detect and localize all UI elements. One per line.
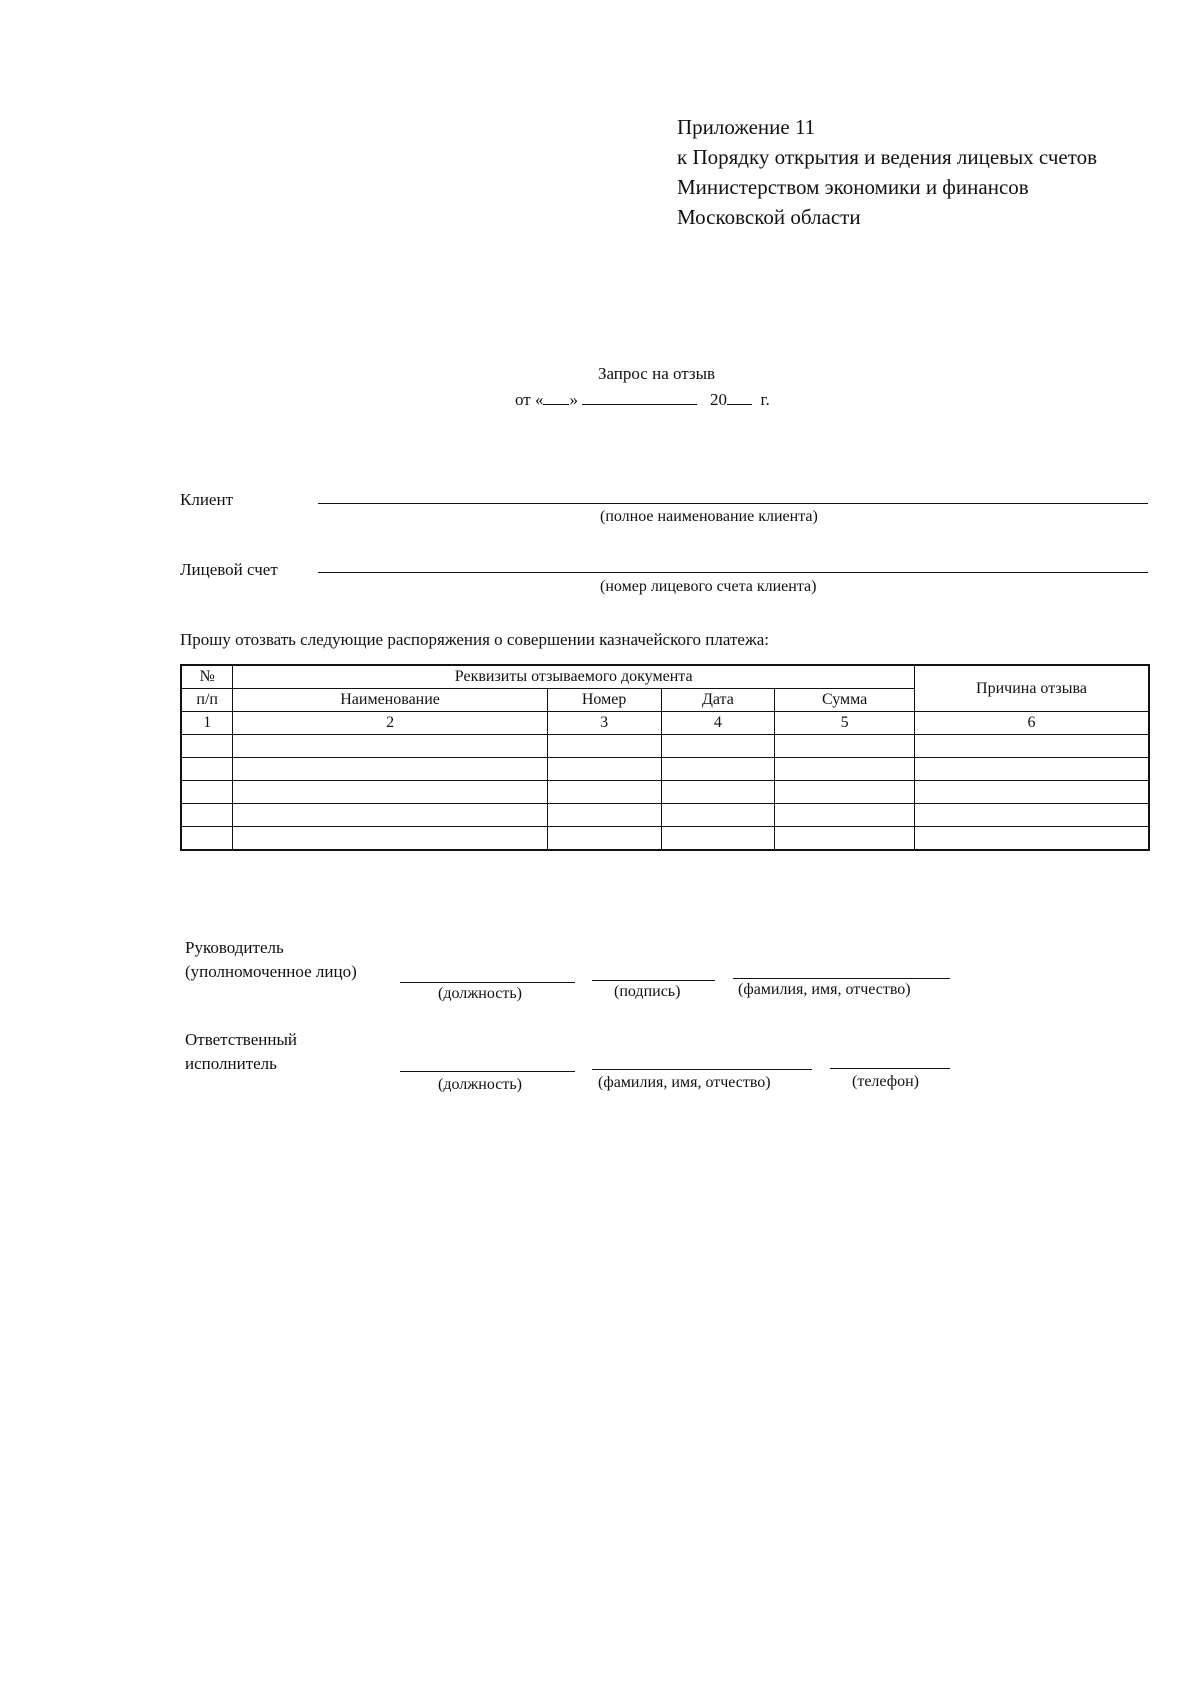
table-cell[interactable] (914, 758, 1149, 781)
header-no-line2: п/п (181, 689, 233, 712)
table-cell[interactable] (775, 735, 915, 758)
year-prefix: 20 (709, 390, 727, 409)
document-title: Запрос на отзыв (597, 364, 716, 383)
head-label (185, 936, 357, 984)
month-blank[interactable] (582, 388, 697, 405)
table-cell[interactable] (547, 758, 661, 781)
header-group: Реквизиты отзываемого документа (233, 665, 915, 689)
table-cell[interactable] (547, 827, 661, 851)
year-blank[interactable] (727, 388, 752, 405)
table-cell[interactable] (233, 758, 547, 781)
header-no-line1: № (199, 668, 215, 685)
client-label: Клиент (180, 490, 233, 509)
table-cell[interactable] (661, 735, 775, 758)
table-cell[interactable] (661, 781, 775, 804)
header-reason: Причина отзыва (914, 665, 1149, 712)
executor-label-line1: Ответственный (185, 1030, 297, 1049)
table-cell[interactable] (181, 827, 233, 851)
date-line (515, 388, 770, 410)
head-fullname-line[interactable] (733, 978, 950, 979)
account-field-line[interactable] (318, 572, 1148, 573)
table-cell[interactable] (775, 827, 915, 851)
table-cell[interactable] (775, 758, 915, 781)
table-cell[interactable] (181, 781, 233, 804)
executor-fullname-line[interactable] (592, 1069, 812, 1070)
client-field-line[interactable] (318, 503, 1148, 504)
table-cell[interactable] (661, 758, 775, 781)
account-label: Лицевой счет (180, 560, 278, 579)
header-number: Номер (547, 689, 661, 712)
head-position-line[interactable] (400, 982, 575, 983)
table-header-row (181, 665, 1149, 689)
table-cell[interactable] (914, 735, 1149, 758)
client-caption: (полное наименование клиента) (600, 508, 818, 525)
table-row[interactable] (181, 735, 1149, 758)
table-cell[interactable] (181, 735, 233, 758)
header-name: Наименование (233, 689, 547, 712)
head-position-caption: (должность) (438, 985, 522, 1002)
col-number: 3 (547, 712, 661, 735)
header-date: Дата (661, 689, 775, 712)
col-number: 6 (914, 712, 1149, 735)
request-text: Прошу отозвать следующие распоряжения о совершении казначейского платежа: (180, 630, 769, 649)
table-row[interactable] (181, 827, 1149, 851)
header-no (181, 665, 233, 689)
table-cell[interactable] (233, 827, 547, 851)
table-cell[interactable] (181, 804, 233, 827)
table-cell[interactable] (181, 758, 233, 781)
date-prefix: от « (515, 390, 544, 409)
head-label-line1: Руководитель (185, 938, 284, 957)
head-signature-caption: (подпись) (614, 983, 681, 1000)
col-number: 1 (181, 712, 233, 735)
table-cell[interactable] (233, 735, 547, 758)
appendix-header (677, 112, 1097, 232)
head-signature-line[interactable] (592, 980, 715, 981)
executor-label (185, 1028, 297, 1076)
executor-label-line2: исполнитель (185, 1054, 277, 1073)
table-cell[interactable] (547, 804, 661, 827)
appendix-line: к Порядку открытия и ведения лицевых счетов (677, 145, 1098, 169)
executor-fullname-caption: (фамилия, имя, отчество) (598, 1074, 771, 1091)
table-cell[interactable] (547, 735, 661, 758)
table-row[interactable] (181, 804, 1149, 827)
table-number-row (181, 712, 1149, 735)
appendix-line: Московской области (677, 205, 861, 229)
appendix-line: Приложение 11 (677, 115, 816, 139)
table-cell[interactable] (914, 781, 1149, 804)
account-caption: (номер лицевого счета клиента) (600, 578, 817, 595)
executor-position-caption: (должность) (438, 1076, 522, 1093)
table-row[interactable] (181, 758, 1149, 781)
date-suffix: г. (760, 390, 770, 409)
date-mid: » (569, 390, 578, 409)
table-cell[interactable] (914, 804, 1149, 827)
executor-phone-caption: (телефон) (852, 1073, 919, 1090)
table-cell[interactable] (775, 804, 915, 827)
executor-position-line[interactable] (400, 1071, 575, 1072)
table-cell[interactable] (233, 804, 547, 827)
table-row[interactable] (181, 781, 1149, 804)
col-number: 2 (233, 712, 547, 735)
table-cell[interactable] (547, 781, 661, 804)
col-number: 4 (661, 712, 775, 735)
day-blank[interactable] (543, 388, 569, 405)
table-cell[interactable] (914, 827, 1149, 851)
revocation-table (180, 664, 1150, 851)
table-cell[interactable] (233, 781, 547, 804)
executor-phone-line[interactable] (830, 1068, 950, 1069)
table-cell[interactable] (661, 827, 775, 851)
appendix-line: Министерством экономики и финансов (677, 175, 1029, 199)
col-number: 5 (775, 712, 915, 735)
head-fullname-caption: (фамилия, имя, отчество) (738, 981, 911, 998)
header-sum: Сумма (775, 689, 915, 712)
head-label-line2: (уполномоченное лицо) (185, 962, 357, 981)
table-cell[interactable] (775, 781, 915, 804)
table-cell[interactable] (661, 804, 775, 827)
